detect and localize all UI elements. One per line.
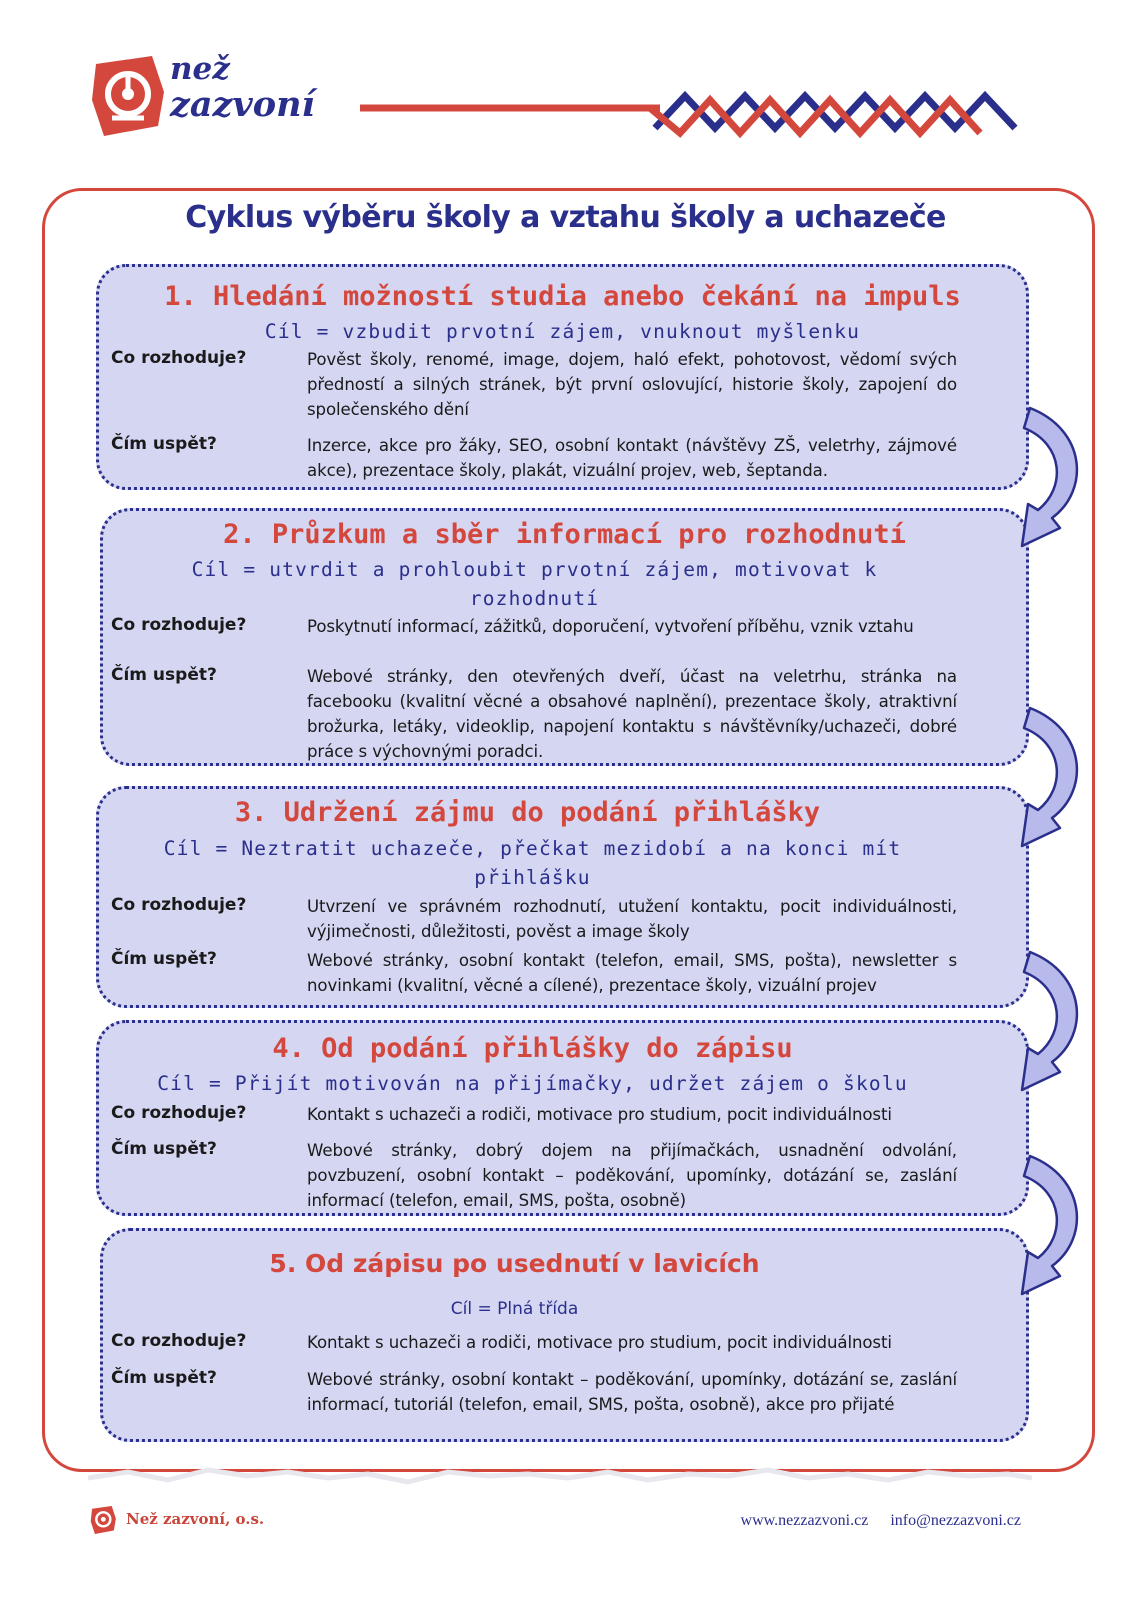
decides-label: Co rozhoduje? [111, 615, 247, 635]
footer-contacts [741, 1512, 1021, 1530]
succeed-text: Webové stránky, osobní kontakt (telefon, email, SMS, pošta), newsletter s novinkami (kvalitní, věcné a cílené), prezentace školy, vizuální projev [307, 951, 957, 995]
bell-logo-icon [90, 54, 170, 138]
decides-label: Co rozhoduje? [111, 1103, 247, 1123]
stage-title: 5. Od zápisu po usednutí v lavicích [269, 1249, 760, 1278]
succeed-label: Čím uspět? [111, 434, 217, 454]
footer-email-link[interactable]: info@nezzazvoni.cz [890, 1512, 1021, 1529]
brand-logo [90, 52, 370, 142]
decides-label: Co rozhoduje? [111, 348, 247, 368]
stage-2-box [100, 508, 1029, 766]
stage-goal: Cíl = Neztratit uchazeče, přečkat mezidobí a na konci mít přihlášku [163, 837, 902, 889]
decides-text: Utvrzení ve správném rozhodnutí, utužení kontaktu, pocit individuálnosti, výjimečnosti, důležitosti, pověst a image školy [307, 897, 957, 941]
brand-name-line2: zazvoní [170, 84, 315, 125]
stage-5-box [100, 1228, 1029, 1442]
bell-logo-icon [90, 1505, 118, 1535]
stage-title: 4. Od podání přihlášky do zápisu [272, 1033, 793, 1064]
decides-text: Poskytnutí informací, zážitků, doporučení, vytvoření příběhu, vznik vztahu [307, 617, 914, 636]
curved-arrow-icon [1016, 700, 1096, 860]
stage-3-box [96, 786, 1029, 1008]
stage-goal: Cíl = Plná třída [450, 1299, 579, 1319]
decides-label: Co rozhoduje? [111, 895, 247, 915]
stage-goal: Cíl = Přijít motivován na přijímačky, udržet zájem o školu [157, 1072, 908, 1095]
succeed-text: Inzerce, akce pro žáky, SEO, osobní kontakt (návštěvy ZŠ, veletrhy, zájmové akce), prezentace školy, plakát, vizuální projev, web, šeptanda. [307, 436, 957, 480]
decides-text: Pověst školy, renomé, image, dojem, haló efekt, pohotovost, vědomí svých předností a silných stránek, být první oslovující, historie školy, zapojení do společenského dění [307, 350, 957, 419]
succeed-text: Webové stránky, osobní kontakt – poděkování, upomínky, dotázání se, zaslání informací, tutoriál (telefon, email, SMS, pošta, osobně), akce pro přijaté [307, 1370, 957, 1414]
curved-arrow-icon [1016, 400, 1096, 560]
stage-goal: Cíl = vzbudit prvotní zájem, vnuknout myšlenku [264, 320, 861, 343]
stage-goal: Cíl = utvrdit a prohloubit prvotní zájem, motivovat k rozhodnutí [191, 558, 878, 610]
brand-name-line1: než [170, 51, 230, 87]
header-zigzag-decoration [360, 78, 1030, 148]
stage-title: 2. Průzkum a sběr informací pro rozhodnutí [223, 519, 906, 550]
succeed-text: Webové stránky, dobrý dojem na přijímačkách, usnadnění odvolání, povzbuzení, osobní kontakt – poděkování, upomínky, dotázání se, zaslání informací (telefon, email, SMS, pošta, osobně) [307, 1141, 957, 1210]
curved-arrow-icon [1016, 1148, 1096, 1308]
succeed-label: Čím uspět? [111, 1139, 217, 1159]
decides-label: Co rozhoduje? [111, 1331, 247, 1351]
footer-org-name: Než zazvoní, o.s. [126, 1510, 265, 1528]
decides-text: Kontakt s uchazeči a rodiči, motivace pro studium, pocit individuálnosti [307, 1333, 892, 1352]
stage-1-box [96, 264, 1029, 490]
curved-arrow-icon [1016, 944, 1096, 1104]
footer-website-link[interactable]: www.nezzazvoni.cz [740, 1512, 869, 1529]
stage-title: 3. Udržení zájmu do podání přihlášky [234, 797, 821, 828]
footer-wave-decoration [88, 1462, 1032, 1492]
decides-text: Kontakt s uchazeči a rodiči, motivace pro studium, pocit individuálnosti [307, 1105, 892, 1124]
succeed-label: Čím uspět? [111, 1368, 217, 1388]
succeed-label: Čím uspět? [111, 949, 217, 969]
succeed-text: Webové stránky, den otevřených dveří, účast na veletrhu, stránka na facebooku (kvalitní věcné a obsahové naplnění), prezentace školy, atraktivní brožurka, letáky, videoklip, napojení kontaktu s návštěvníky/uchazeči, dobré práce s výchovnými poradci. [307, 667, 957, 761]
brand-wordmark [170, 51, 315, 125]
page-title: Cyklus výběru školy a vztahu školy a uchazeče [185, 200, 946, 235]
succeed-label: Čím uspět? [111, 665, 217, 685]
stage-title: 1. Hledání možností studia anebo čekání na impuls [164, 281, 961, 312]
stage-4-box [96, 1020, 1029, 1216]
